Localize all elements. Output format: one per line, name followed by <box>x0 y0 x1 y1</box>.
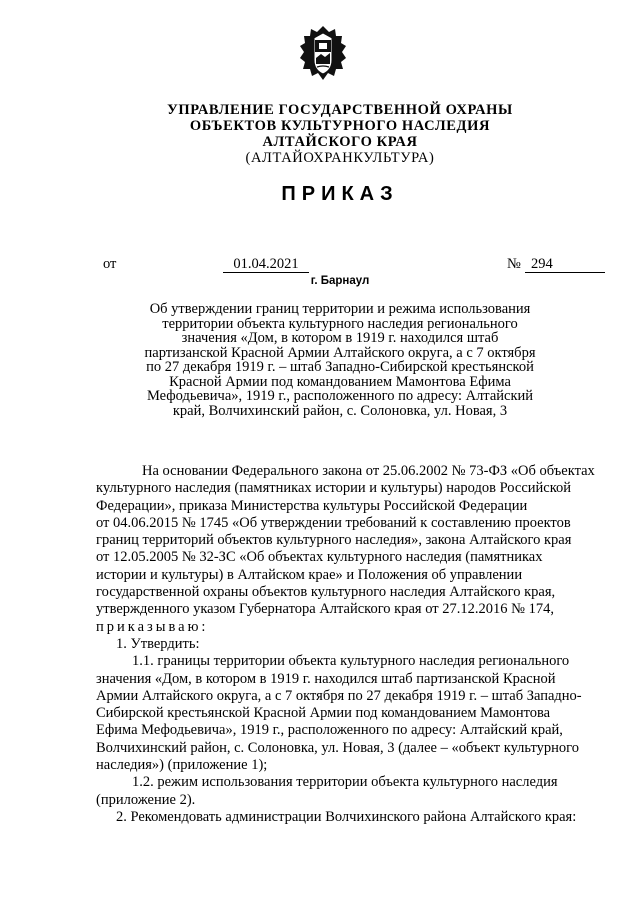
preamble-line: На основании Федерального закона от 25.06.2002 № 73-ФЗ «Об объектах <box>142 463 595 479</box>
order-item-1-2-line: 1.2. режим использования территории объекта культурного наследия <box>132 774 558 791</box>
city-label: г. Барнаул <box>310 275 370 287</box>
org-line-3: АЛТАЙСКОГО КРАЯ <box>262 134 418 150</box>
order-item-1-1-line: Армии Алтайского округа, а с 7 октября по 27 декабря 1919 г. – штаб Западно- <box>96 687 582 704</box>
order-item-1-1-line: наследия») (приложение 1); <box>96 757 268 774</box>
preamble-line: от 12.05.2005 № 32-ЗС «Об объектах культурного наследия (памятниках <box>96 549 543 566</box>
organization-name <box>0 102 640 166</box>
order-item-1-2-line: (приложение 2). <box>96 791 196 808</box>
subject-line: Красной Армии под командованием Мамонтова Ефима <box>169 373 511 390</box>
order-item-1-1-line: Сибирской крестьянской Красной Армии под командованием Мамонтова <box>96 705 551 722</box>
preamble-line: от 04.06.2015 № 1745 «Об утверждении требований к составлению проектов <box>96 514 571 531</box>
date-label: от <box>103 256 117 272</box>
preamble-line: истории и культуры) в Алтайском крае» и Положения об управлении <box>96 566 523 583</box>
subject-line: Об утверждении границ территории и режима использования <box>149 301 531 317</box>
order-item-1-1-line: Волчихинский район, с. Солоновка, ул. Новая, 3 (далее – «объект культурного <box>96 739 579 756</box>
subject-line: край, Волчихинский район, с. Солоновка, ул. Новая, 3 <box>172 402 508 419</box>
order-item-2: 2. Рекомендовать администрации Волчихинского района Алтайского края: <box>116 808 577 825</box>
order-word: приказываю: <box>96 618 209 635</box>
preamble-line: государственной охраны объектов культурного наследия Алтайского края, <box>96 584 556 601</box>
subject-line: территории объекта культурного наследия регионального <box>162 315 518 332</box>
preamble-line: утвержденного указом Губернатора Алтайского края от 27.12.2016 № 174, <box>96 601 554 618</box>
document-subject <box>90 302 590 418</box>
org-line-4: (АЛТАЙОХРАНКУЛЬТУРА) <box>245 150 435 166</box>
order-item-1-1-line: значения «Дом, в котором в 1919 г. находился штаб партизанской Красной <box>96 670 556 687</box>
preamble-line: культурного наследия (памятниках истории и культуры) народов Российской <box>96 480 572 497</box>
preamble-line: Федерации», приказа Министерства культуры Российской Федерации <box>96 497 528 514</box>
date-field <box>103 256 299 273</box>
subject-line: по 27 декабря 1919 г. – штаб Западно-Сибирской крестьянской <box>146 359 534 375</box>
order-item-1-1-line: 1.1. границы территории объекта культурного наследия регионального <box>132 653 570 670</box>
subject-line: значения «Дом, в котором в 1919 г. находился штаб <box>181 330 499 346</box>
number-label: № <box>507 256 521 272</box>
subject-line: Мефодьевича», 1919 г., расположенного по адресу: Алтайский <box>146 388 534 404</box>
org-line-1: УПРАВЛЕНИЕ ГОСУДАРСТВЕННОЙ ОХРАНЫ <box>167 102 513 118</box>
org-line-2: ОБЪЕКТОВ КУЛЬТУРНОГО НАСЛЕДИЯ <box>189 118 491 134</box>
date-value: 01.04.2021 <box>223 256 309 273</box>
number-field <box>507 256 553 273</box>
number-value: 294 <box>525 256 605 273</box>
order-item-1-1-line: Ефима Мефодьевича», 1919 г., расположенного по адресу: Алтайский край, <box>96 722 563 739</box>
subject-line: партизанской Красной Армии Алтайского округа, а с 7 октября <box>144 344 536 361</box>
preamble-line: границ территорий объектов культурного наследия», закона Алтайского края <box>96 532 572 549</box>
order-item-1: 1. Утвердить: <box>116 635 200 652</box>
document-body <box>96 463 606 826</box>
coat-of-arms-icon <box>298 24 348 84</box>
document-type-title: ПРИКАЗ <box>281 183 399 205</box>
